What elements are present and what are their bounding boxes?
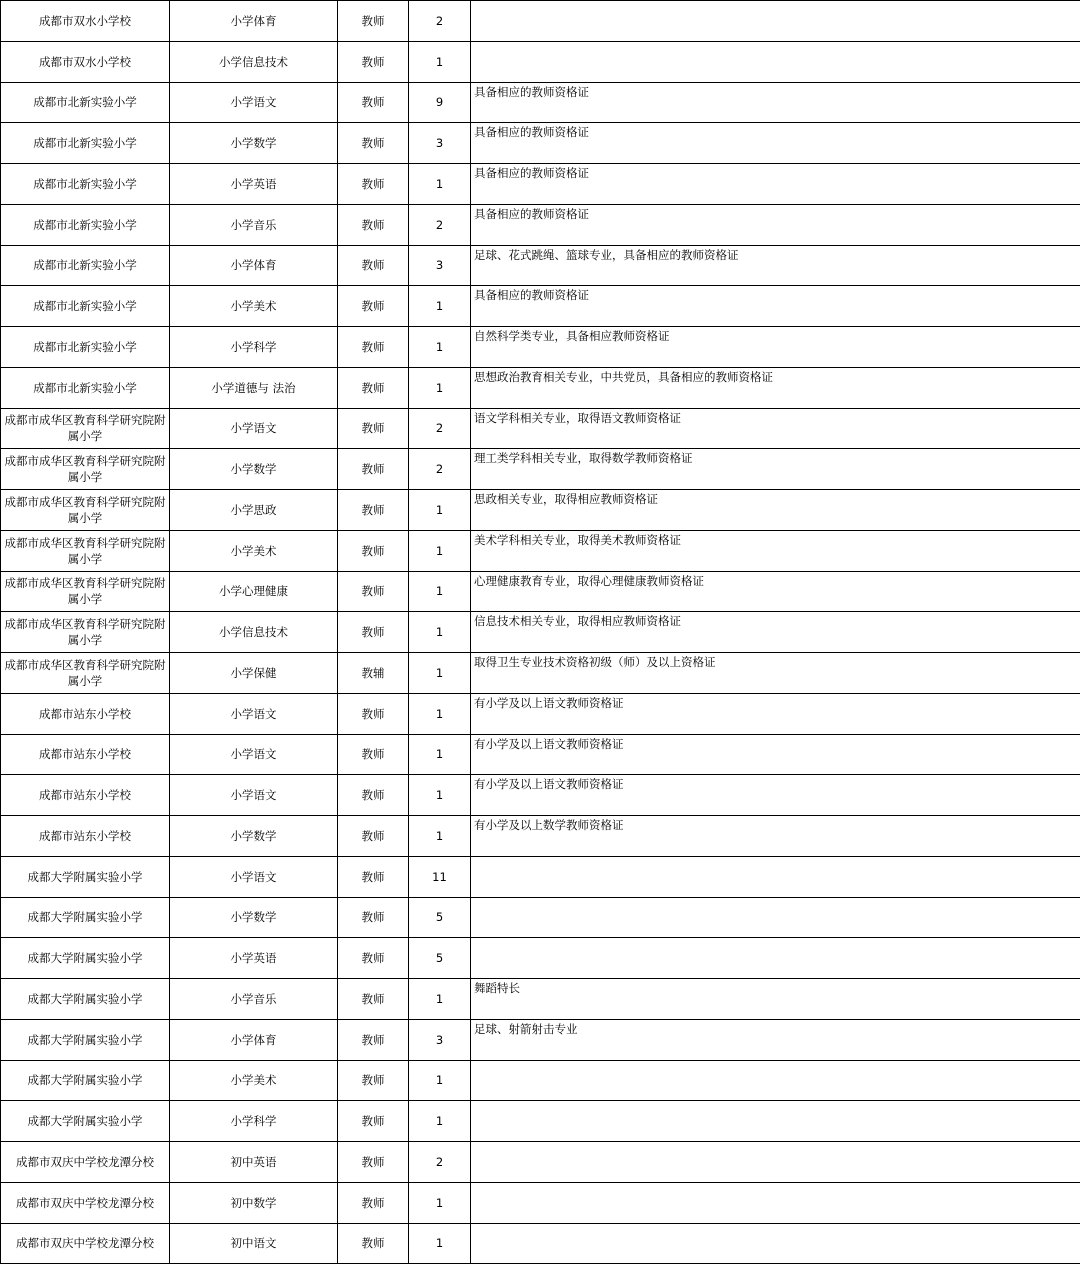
requirement-cell	[471, 1142, 1080, 1183]
headcount-cell: 1	[409, 1223, 471, 1264]
position-type-cell: 教师	[338, 327, 409, 368]
headcount-cell: 1	[409, 653, 471, 694]
table-row	[1, 612, 1080, 653]
subject-cell: 小学数学	[170, 449, 338, 490]
position-type-cell: 教师	[338, 1, 409, 42]
position-type-cell: 教师	[338, 1182, 409, 1223]
subject-cell: 小学美术	[170, 530, 338, 571]
position-type-cell: 教师	[338, 490, 409, 531]
requirement-cell: 有小学及以上语文教师资格证	[471, 775, 1080, 816]
headcount-cell: 1	[409, 612, 471, 653]
position-type-cell: 教辅	[338, 653, 409, 694]
table-row	[1, 1142, 1080, 1183]
headcount-cell: 9	[409, 82, 471, 123]
subject-cell: 小学道德与 法治	[170, 367, 338, 408]
headcount-cell: 2	[409, 449, 471, 490]
table-row	[1, 571, 1080, 612]
position-type-cell: 教师	[338, 1101, 409, 1142]
school-cell: 成都市双水小学校	[1, 41, 170, 82]
table-row	[1, 816, 1080, 857]
subject-cell: 小学数学	[170, 816, 338, 857]
table-row	[1, 979, 1080, 1020]
requirement-cell	[471, 1, 1080, 42]
requirement-cell: 自然科学类专业，具备相应教师资格证	[471, 327, 1080, 368]
table-row	[1, 734, 1080, 775]
position-type-cell: 教师	[338, 286, 409, 327]
subject-cell: 小学保健	[170, 653, 338, 694]
table-row	[1, 775, 1080, 816]
position-type-cell: 教师	[338, 1142, 409, 1183]
requirement-cell: 具备相应的教师资格证	[471, 123, 1080, 164]
school-cell: 成都大学附属实验小学	[1, 1101, 170, 1142]
headcount-cell: 1	[409, 367, 471, 408]
headcount-cell: 1	[409, 164, 471, 205]
requirement-cell: 有小学及以上语文教师资格证	[471, 734, 1080, 775]
table-row	[1, 530, 1080, 571]
position-type-cell: 教师	[338, 367, 409, 408]
requirement-cell	[471, 1060, 1080, 1101]
subject-cell: 初中语文	[170, 1223, 338, 1264]
requirement-cell: 有小学及以上语文教师资格证	[471, 693, 1080, 734]
position-type-cell: 教师	[338, 979, 409, 1020]
table-row	[1, 693, 1080, 734]
position-type-cell: 教师	[338, 204, 409, 245]
position-type-cell: 教师	[338, 693, 409, 734]
school-cell: 成都市成华区教育科学研究院附属小学	[1, 530, 170, 571]
requirement-cell: 心理健康教育专业，取得心理健康教师资格证	[471, 571, 1080, 612]
table-row	[1, 123, 1080, 164]
requirement-cell	[471, 856, 1080, 897]
position-type-cell: 教师	[338, 245, 409, 286]
subject-cell: 小学英语	[170, 164, 338, 205]
school-cell: 成都大学附属实验小学	[1, 897, 170, 938]
subject-cell: 小学体育	[170, 1, 338, 42]
requirement-cell	[471, 41, 1080, 82]
school-cell: 成都市北新实验小学	[1, 286, 170, 327]
requirement-cell	[471, 1101, 1080, 1142]
headcount-cell: 1	[409, 530, 471, 571]
position-type-cell: 教师	[338, 571, 409, 612]
school-cell: 成都市北新实验小学	[1, 82, 170, 123]
school-cell: 成都市成华区教育科学研究院附属小学	[1, 449, 170, 490]
position-type-cell: 教师	[338, 897, 409, 938]
headcount-cell: 1	[409, 1182, 471, 1223]
school-cell: 成都市成华区教育科学研究院附属小学	[1, 653, 170, 694]
headcount-cell: 5	[409, 897, 471, 938]
subject-cell: 小学语文	[170, 82, 338, 123]
headcount-cell: 1	[409, 490, 471, 531]
table-row	[1, 449, 1080, 490]
headcount-cell: 3	[409, 123, 471, 164]
school-cell: 成都大学附属实验小学	[1, 938, 170, 979]
table-row	[1, 41, 1080, 82]
table-row	[1, 204, 1080, 245]
requirement-cell	[471, 897, 1080, 938]
headcount-cell: 11	[409, 856, 471, 897]
requirement-cell: 具备相应的教师资格证	[471, 286, 1080, 327]
position-type-cell: 教师	[338, 816, 409, 857]
table-row	[1, 164, 1080, 205]
requirement-cell: 有小学及以上数学教师资格证	[471, 816, 1080, 857]
school-cell: 成都市北新实验小学	[1, 204, 170, 245]
requirement-cell	[471, 1182, 1080, 1223]
subject-cell: 小学科学	[170, 1101, 338, 1142]
position-type-cell: 教师	[338, 123, 409, 164]
headcount-cell: 1	[409, 816, 471, 857]
school-cell: 成都市双庆中学校龙潭分校	[1, 1182, 170, 1223]
requirement-cell: 理工类学科相关专业，取得数学教师资格证	[471, 449, 1080, 490]
headcount-cell: 2	[409, 204, 471, 245]
school-cell: 成都市双庆中学校龙潭分校	[1, 1223, 170, 1264]
school-cell: 成都市北新实验小学	[1, 367, 170, 408]
headcount-cell: 3	[409, 245, 471, 286]
table-row	[1, 1101, 1080, 1142]
requirement-cell	[471, 1223, 1080, 1264]
school-cell: 成都市北新实验小学	[1, 164, 170, 205]
headcount-cell: 2	[409, 408, 471, 449]
requirement-cell: 美术学科相关专业，取得美术教师资格证	[471, 530, 1080, 571]
table-row	[1, 1019, 1080, 1060]
position-type-cell: 教师	[338, 164, 409, 205]
position-type-cell: 教师	[338, 530, 409, 571]
table-row	[1, 367, 1080, 408]
requirement-cell	[471, 938, 1080, 979]
table-row	[1, 327, 1080, 368]
subject-cell: 初中数学	[170, 1182, 338, 1223]
headcount-cell: 1	[409, 571, 471, 612]
headcount-cell: 1	[409, 327, 471, 368]
position-type-cell: 教师	[338, 856, 409, 897]
subject-cell: 小学体育	[170, 245, 338, 286]
subject-cell: 小学语文	[170, 856, 338, 897]
subject-cell: 小学音乐	[170, 979, 338, 1020]
headcount-cell: 2	[409, 1142, 471, 1183]
table-row	[1, 1, 1080, 42]
school-cell: 成都大学附属实验小学	[1, 1060, 170, 1101]
requirement-cell: 思想政治教育相关专业，中共党员，具备相应的教师资格证	[471, 367, 1080, 408]
school-cell: 成都市站东小学校	[1, 693, 170, 734]
subject-cell: 小学美术	[170, 1060, 338, 1101]
subject-cell: 小学美术	[170, 286, 338, 327]
subject-cell: 小学音乐	[170, 204, 338, 245]
table-row	[1, 245, 1080, 286]
table-body	[1, 1, 1080, 1264]
position-type-cell: 教师	[338, 449, 409, 490]
headcount-cell: 1	[409, 775, 471, 816]
table-row	[1, 1060, 1080, 1101]
table-row	[1, 938, 1080, 979]
school-cell: 成都市成华区教育科学研究院附属小学	[1, 490, 170, 531]
headcount-cell: 1	[409, 693, 471, 734]
table-row	[1, 856, 1080, 897]
requirement-cell: 具备相应的教师资格证	[471, 164, 1080, 205]
headcount-cell: 1	[409, 979, 471, 1020]
position-type-cell: 教师	[338, 408, 409, 449]
table-row	[1, 286, 1080, 327]
subject-cell: 小学语文	[170, 408, 338, 449]
position-type-cell: 教师	[338, 1223, 409, 1264]
headcount-cell: 2	[409, 1, 471, 42]
school-cell: 成都市双庆中学校龙潭分校	[1, 1142, 170, 1183]
headcount-cell: 1	[409, 1060, 471, 1101]
requirement-cell: 舞蹈特长	[471, 979, 1080, 1020]
school-cell: 成都市北新实验小学	[1, 245, 170, 286]
subject-cell: 小学思政	[170, 490, 338, 531]
school-cell: 成都市成华区教育科学研究院附属小学	[1, 612, 170, 653]
position-type-cell: 教师	[338, 734, 409, 775]
position-type-cell: 教师	[338, 1019, 409, 1060]
requirement-cell: 足球、射箭射击专业	[471, 1019, 1080, 1060]
requirement-cell: 具备相应的教师资格证	[471, 82, 1080, 123]
school-cell: 成都市成华区教育科学研究院附属小学	[1, 571, 170, 612]
table-row	[1, 1223, 1080, 1264]
subject-cell: 小学心理健康	[170, 571, 338, 612]
school-cell: 成都大学附属实验小学	[1, 1019, 170, 1060]
school-cell: 成都市双水小学校	[1, 1, 170, 42]
subject-cell: 小学数学	[170, 123, 338, 164]
requirement-cell: 具备相应的教师资格证	[471, 204, 1080, 245]
table-row	[1, 82, 1080, 123]
headcount-cell: 1	[409, 734, 471, 775]
headcount-cell: 1	[409, 286, 471, 327]
school-cell: 成都市北新实验小学	[1, 327, 170, 368]
school-cell: 成都市站东小学校	[1, 775, 170, 816]
table-row	[1, 653, 1080, 694]
position-type-cell: 教师	[338, 82, 409, 123]
table-row	[1, 897, 1080, 938]
requirement-cell: 足球、花式跳绳、篮球专业，具备相应的教师资格证	[471, 245, 1080, 286]
subject-cell: 小学信息技术	[170, 41, 338, 82]
table-row	[1, 490, 1080, 531]
position-type-cell: 教师	[338, 938, 409, 979]
school-cell: 成都大学附属实验小学	[1, 856, 170, 897]
position-type-cell: 教师	[338, 775, 409, 816]
table-row	[1, 408, 1080, 449]
headcount-cell: 1	[409, 41, 471, 82]
subject-cell: 小学语文	[170, 693, 338, 734]
subject-cell: 小学体育	[170, 1019, 338, 1060]
subject-cell: 小学语文	[170, 734, 338, 775]
headcount-cell: 1	[409, 1101, 471, 1142]
school-cell: 成都市站东小学校	[1, 816, 170, 857]
position-type-cell: 教师	[338, 1060, 409, 1101]
headcount-cell: 5	[409, 938, 471, 979]
subject-cell: 小学语文	[170, 775, 338, 816]
table-row	[1, 1182, 1080, 1223]
requirement-cell: 语文学科相关专业，取得语文教师资格证	[471, 408, 1080, 449]
requirement-cell: 思政相关专业，取得相应教师资格证	[471, 490, 1080, 531]
requirement-cell: 信息技术相关专业，取得相应教师资格证	[471, 612, 1080, 653]
school-cell: 成都大学附属实验小学	[1, 979, 170, 1020]
position-type-cell: 教师	[338, 612, 409, 653]
school-cell: 成都市北新实验小学	[1, 123, 170, 164]
headcount-cell: 3	[409, 1019, 471, 1060]
requirement-cell: 取得卫生专业技术资格初级（师）及以上资格证	[471, 653, 1080, 694]
subject-cell: 小学科学	[170, 327, 338, 368]
position-type-cell: 教师	[338, 41, 409, 82]
school-cell: 成都市站东小学校	[1, 734, 170, 775]
school-cell: 成都市成华区教育科学研究院附属小学	[1, 408, 170, 449]
subject-cell: 初中英语	[170, 1142, 338, 1183]
subject-cell: 小学英语	[170, 938, 338, 979]
subject-cell: 小学信息技术	[170, 612, 338, 653]
subject-cell: 小学数学	[170, 897, 338, 938]
